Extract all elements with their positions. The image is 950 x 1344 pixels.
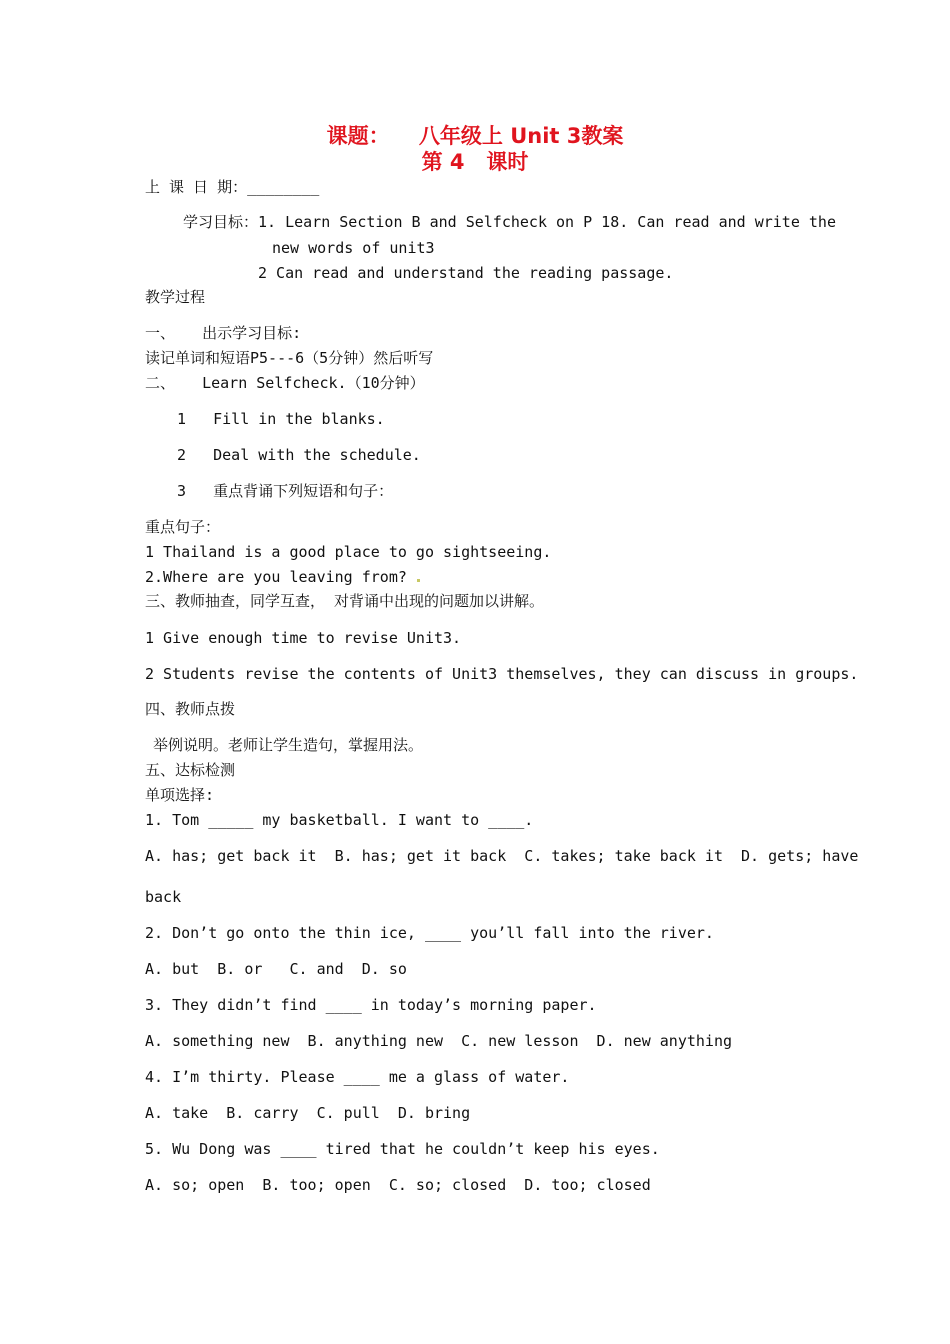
question-3-options: A. something new B. anything new C. new lesson D. new anything [145,1032,732,1050]
question-5: 5. Wu Dong was ____ tired that he couldn’t keep his eyes. [145,1140,660,1158]
section-2-item: 1 Fill in the blanks. [177,410,385,428]
process-heading: 教学过程 [145,288,206,306]
question-1-options: A. has; get back it B. has; get it back C. takes; take back it D. gets; have [145,847,859,865]
question-1: 1. Tom _____ my basketball. I want to ____. [145,811,534,829]
objectives-line-2: new words of unit3 [272,239,435,257]
key-sentences-heading: 重点句子： [145,518,221,536]
class-date-line: 上 课 日 期：________ [145,178,320,196]
section-5-subheading: 单项选择: [145,786,215,804]
question-2-options: A. but B. or C. and D. so [145,960,407,978]
question-4: 4. I’m thirty. Please ____ me a glass of water. [145,1068,570,1086]
question-4-options: A. take B. carry C. pull D. bring [145,1104,471,1122]
objectives-line-1: 学习目标：1. Learn Section B and Selfcheck on P 18. Can read and write the [183,213,836,231]
section-3-heading: 三、教师抽查，同学互查， 对背诵中出现的问题加以讲解。 [145,592,545,610]
document-title: 课题： 八年级上 Unit 3教案 [326,124,624,148]
section-5-heading: 五、达标检测 [145,761,236,779]
key-sentence-2-text: 2.Where are you leaving from? [145,568,407,586]
section-1-heading: 一、 出示学习目标: [145,324,302,342]
question-2: 2. Don’t go onto the thin ice, ____ you’ll fall into the river. [145,924,714,942]
key-sentence-2 [145,567,421,587]
question-1-options-wrap: back [145,888,182,906]
section-4-heading: 四、教师点拨 [145,700,236,718]
section-2-item: 2 Deal with the schedule. [177,446,421,464]
stray-mark [417,579,420,582]
section-4-text: 举例说明。老师让学生造句，掌握用法。 [153,736,424,754]
section-1-text: 读记单词和短语P5---6（5分钟）然后听写 [145,349,434,367]
section-3-paragraph-1: 1 Give enough time to revise Unit3. [145,629,462,647]
section-3-paragraph-2: 2 Students revise the contents of Unit3 themselves, they can discuss in groups. [145,665,859,683]
question-3: 3. They didn’t find ____ in today’s morning paper. [145,996,597,1014]
section-2-heading: 二、 Learn Selfcheck.（10分钟） [145,374,425,392]
section-2-item: 3 重点背诵下列短语和句子： [177,482,394,500]
question-5-options: A. so; open B. too; open C. so; closed D. too; closed [145,1176,651,1194]
key-sentence-1: 1 Thailand is a good place to go sightseeing. [145,543,552,561]
objectives-line-3: 2 Can read and understand the reading passage. [258,264,674,282]
lesson-number: 第 4 课时 [421,150,529,174]
